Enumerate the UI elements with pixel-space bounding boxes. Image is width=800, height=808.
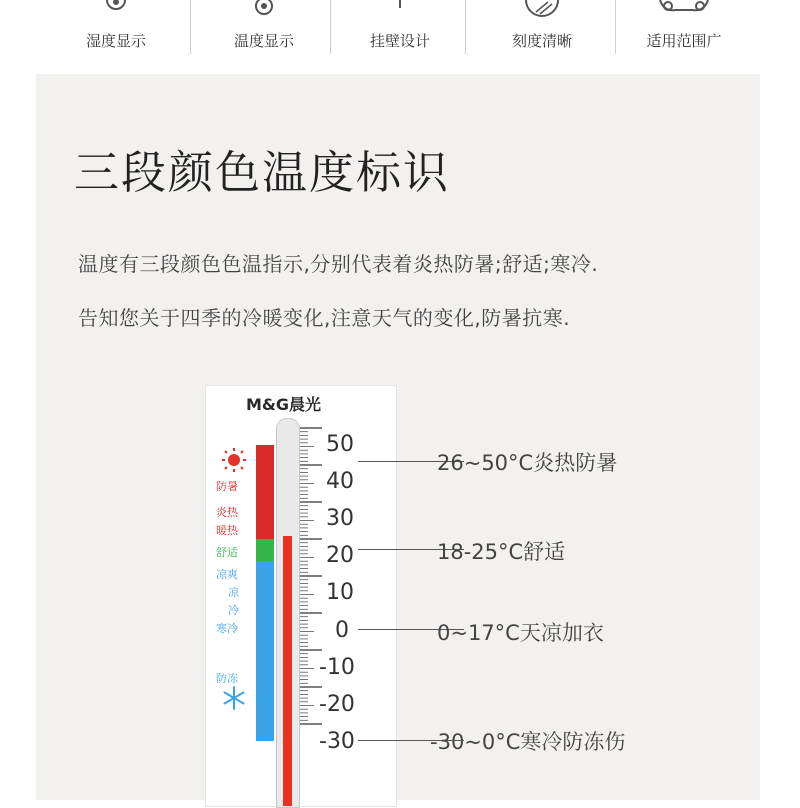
range-label-cool: 0~17°C天凉加衣 xyxy=(437,621,604,645)
scale-label-50: 50 xyxy=(326,432,354,457)
divider xyxy=(190,0,191,54)
range-label-cold: -30~0°C寒冷防冻伤 xyxy=(430,730,626,754)
range-label-hot: 26~50°C炎热防暑 xyxy=(437,451,618,475)
feature-wide-usage xyxy=(612,0,756,62)
thermometer-card xyxy=(206,386,396,806)
feature-label: 刻度清晰 xyxy=(511,32,572,50)
zone-label-shushi: 舒适 xyxy=(216,546,238,559)
feature-label: 适用范围广 xyxy=(646,32,722,50)
feature-label: 温度显示 xyxy=(233,32,294,50)
mercury-column xyxy=(283,536,292,806)
scale-icon xyxy=(522,0,562,20)
feature-clear-scale xyxy=(470,0,614,62)
scale-label-10: 10 xyxy=(326,580,354,605)
brand-logo: M&G晨光 xyxy=(246,395,322,414)
scale-label-0: 0 xyxy=(335,618,349,643)
scale-label-30: 30 xyxy=(326,506,354,531)
cold-zone-band xyxy=(256,561,274,741)
feature-temperature xyxy=(192,0,336,62)
range-label-comfort: 18-25°C舒适 xyxy=(437,540,566,564)
scale-label-minus-20: -20 xyxy=(319,692,355,717)
hot-zone-band xyxy=(256,445,274,539)
clock-icon xyxy=(101,0,131,16)
divider xyxy=(465,0,466,54)
feature-strip xyxy=(40,0,760,70)
wall-mount-icon xyxy=(390,0,410,12)
feature-label: 湿度显示 xyxy=(85,32,146,50)
scale-label-20: 20 xyxy=(326,543,354,568)
feature-wall-mount xyxy=(328,0,472,62)
zone-label-liang: 凉 xyxy=(228,586,239,599)
scale-label-40: 40 xyxy=(326,469,354,494)
zone-label-fangdong: 防冻 xyxy=(216,672,238,685)
zone-label-nuanre: 暖热 xyxy=(216,524,238,537)
feature-label: 挂壁设计 xyxy=(369,32,430,50)
zone-label-liangshuang: 凉爽 xyxy=(216,568,238,581)
scale-label-minus-10: -10 xyxy=(319,655,355,680)
snowflake-icon xyxy=(222,686,246,710)
comfort-zone-band xyxy=(256,539,274,561)
description-line-1: 温度有三段颜色色温指示,分别代表着炎热防暑;舒适;寒冷. xyxy=(78,252,599,276)
description-line-2: 告知您关于四季的冷暖变化,注意天气的变化,防暑抗寒. xyxy=(78,306,571,330)
zone-label-leng: 冷 xyxy=(228,604,239,617)
usage-icon xyxy=(654,0,714,16)
section-heading: 三段颜色温度标识 xyxy=(74,146,451,199)
feature-humidity xyxy=(44,0,188,62)
sun-icon xyxy=(222,448,246,472)
thermometer-dial-icon xyxy=(249,0,279,18)
zone-label-fangshu: 防暑 xyxy=(216,480,238,493)
zone-label-yanre: 炎热 xyxy=(216,506,238,519)
zone-label-hanleng: 寒冷 xyxy=(216,622,238,635)
scale-label-minus-30: -30 xyxy=(319,729,355,754)
main-panel xyxy=(36,74,760,800)
